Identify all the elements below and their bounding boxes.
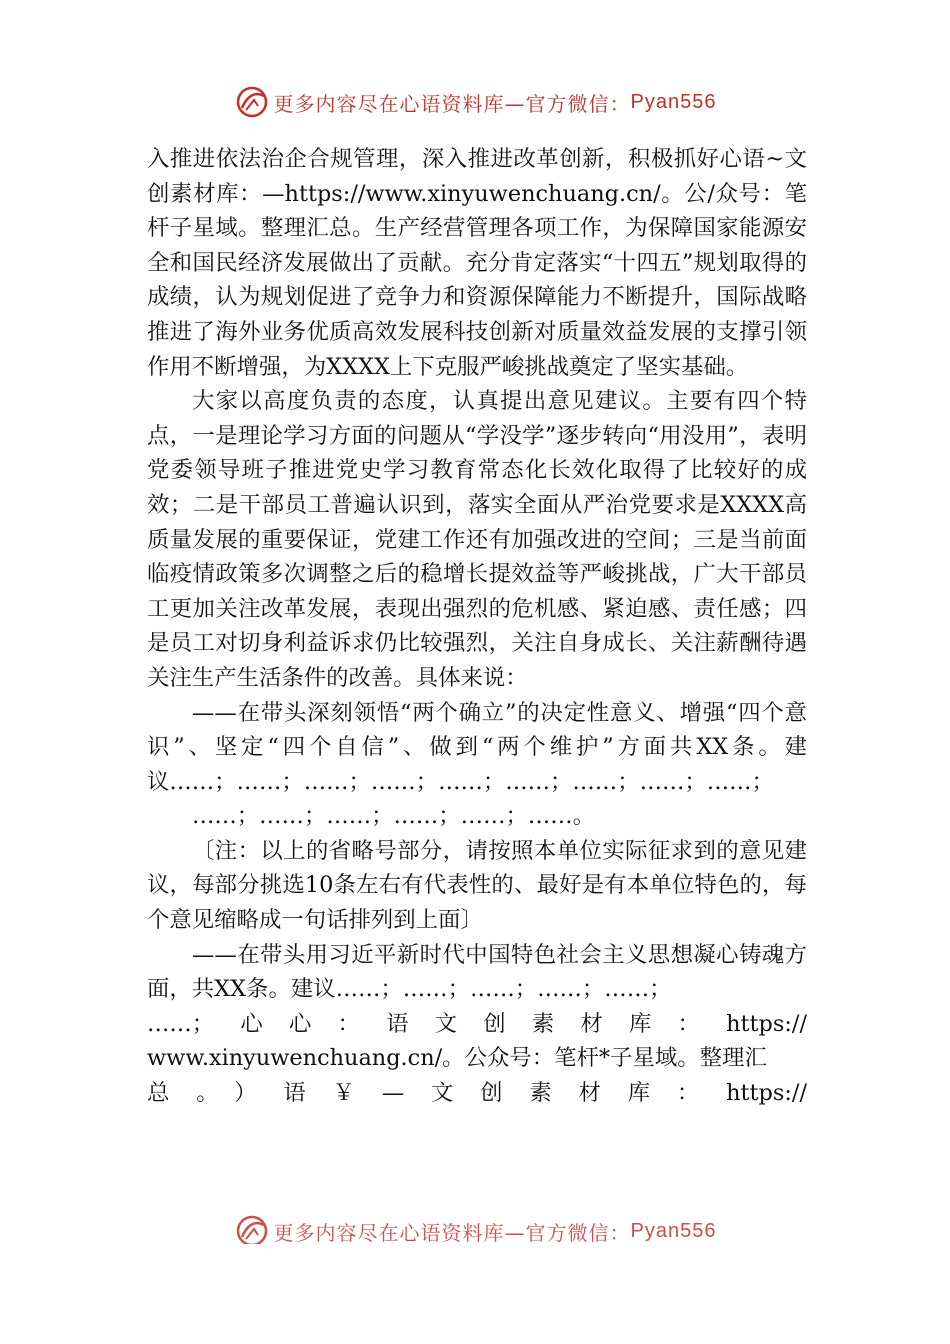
banner-id: Pyan556 <box>630 1219 717 1242</box>
watermark-banner-top <box>0 82 950 122</box>
document-body <box>147 142 807 1111</box>
paragraph-4: ……；……；……；……；……；……。 <box>192 803 596 830</box>
paragraph-7-line-1: ……；心心：语文创素材库：https:// <box>147 1010 807 1037</box>
banner-bottom-inner <box>234 1213 717 1244</box>
paragraph-7-line-2: www.xinyuwenchuang.cn/。公众号：笔杆*子星域。整理汇 <box>147 1045 767 1072</box>
banner-id: Pyan556 <box>630 90 717 113</box>
brand-logo-icon <box>234 1213 270 1244</box>
paragraph-2: 大家以高度负责的态度，认真提出意见建议。主要有四个特点，一是理论学习方面的问题从“学没学”逐步转向“用没用”，表明党委领导班子推进党史学习教育常态化长效化取得了比较好的成效；二是干部员工普遍认识到，落实全面从严治党要求是XXXX高质量发展的重要保证，党建工作还有加强改进的空间；三是当前面临疫情政策多次调整之后的稳增长提效益等严峻挑战，广大干部员工更加关注改革发展，表现出强烈的危机感、紧迫感、责任感；四是员工对切身利益诉求仍比较强烈，关注自身成长、关注薪酬待遇关注生产生活条件的改善。具体来说： <box>147 388 807 691</box>
banner-text: 更多内容尽在心语资料库—官方微信： <box>273 91 631 116</box>
paragraph-1: 入推进依法治企合规管理，深入推进改革创新，积极抓好心语~文创素材库：—https://www.xinyuwenchuang.cn/。公/众号：笔杆子星域。整理汇总。生产经营管理各项工作，为保障国家能源安全和国民经济发展做出了贡献。充分肯定落实“十四五”规划取得的成绩，认为规划促进了竞争力和资源保障能力不断提升，国际战略推进了海外业务优质高效发展科技创新对质量效益发展的支撑引领作用不断增强，为XXXX上下克服严峻挑战奠定了坚实基础。 <box>147 146 807 380</box>
watermark-banner-bottom <box>0 1204 950 1244</box>
paragraph-6: ——在带头用习近平新时代中国特色社会主义思想凝心铸魂方面，共XX条。建议……；……；……；……；……； <box>147 941 807 1003</box>
paragraph-7-line-3: 总。）语￥—文创素材库：https:// <box>147 1080 807 1107</box>
banner-text: 更多内容尽在心语资料库—官方微信： <box>273 1220 631 1244</box>
paragraph-5-note: 〔注：以上的省略号部分，请按照本单位实际征求到的意见建议，每部分挑选10条左右有代表性的、最好是有本单位特色的，每个意见缩略成一句话排列到上面〕 <box>147 837 807 934</box>
paragraph-3: ——在带头深刻领悟“两个确立”的决定性意义、增强“四个意识”、坚定“四个自信”、做到“两个维护”方面共XX条。建议……；……；……；……；……；……；……；……；……； <box>147 699 807 795</box>
brand-logo-icon <box>234 84 270 120</box>
